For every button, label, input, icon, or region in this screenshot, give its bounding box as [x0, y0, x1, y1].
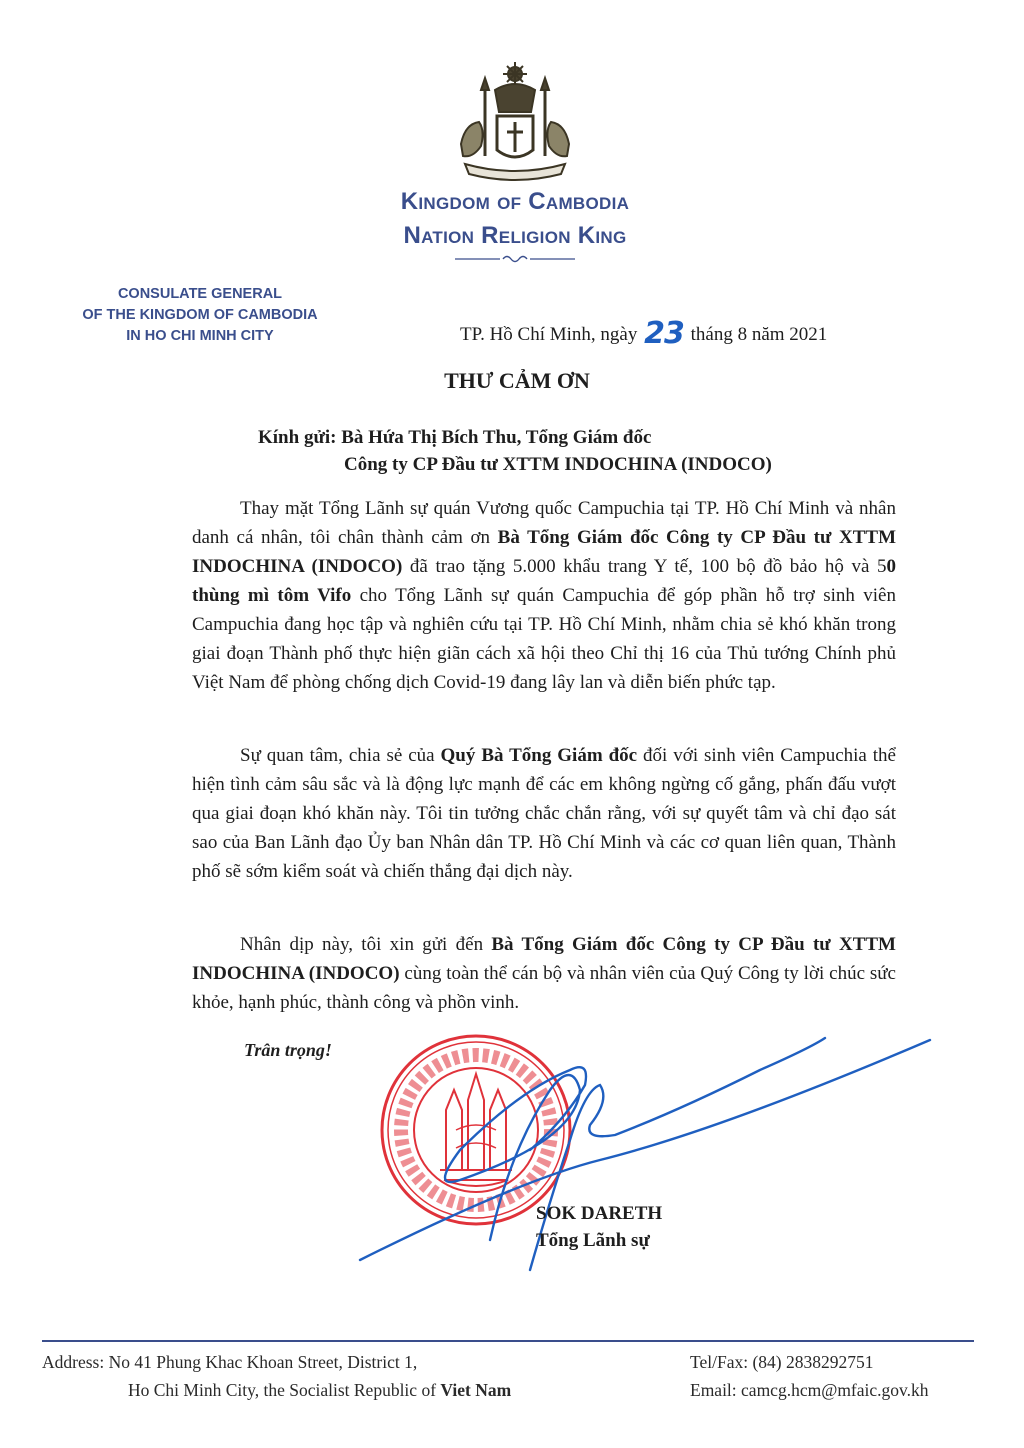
bold-text: Bà Tổng Giám đốc Công ty CP Đầu tư XTTM INDOCHINA (INDOCO) [192, 527, 896, 577]
date-prefix: TP. Hồ Chí Minh, ngày [460, 324, 638, 345]
date-day-handwritten: 23 [644, 316, 684, 351]
text: cho Tổng Lãnh sự quán Campuchia để góp phần hỗ trợ sinh viên Campuchia đang học tập và nghiên cứu tại TP. Hồ Chí Minh, nhằm chia sẻ khó khăn trong giai đoạn Thành phố thực hiện giãn cách xã hội theo Chỉ thị 16 của Thủ tướng Chính phủ Việt Nam để phòng chống dịch Covid-19 đang lây lan và diễn biến phức tạp. [192, 585, 896, 693]
text: Nhân dịp này, tôi xin gửi đến [240, 934, 492, 955]
email-link[interactable]: Email: camcg.hcm@mfaic.gov.kh [690, 1380, 929, 1400]
body-paragraph-2 [192, 741, 896, 886]
kingdom-heading: Kingdom of Cambodia [400, 188, 630, 215]
date-suffix: tháng 8 năm 2021 [690, 324, 828, 345]
ornament-divider-icon [455, 254, 575, 264]
bold-text: Bà Tổng Giám đốc Công ty CP Đầu tư XTTM INDOCHINA (INDOCO) [192, 934, 896, 984]
letter-title: THƯ CẢM ƠN [444, 368, 590, 393]
recipient-line1: Kính gửi: Bà Hứa Thị Bích Thu, Tổng Giám đốc [258, 427, 652, 448]
signatory-position: Tổng Lãnh sự [536, 1230, 650, 1251]
text: Sự quan tâm, chia sẻ của [240, 745, 441, 766]
footer-contact [690, 1348, 929, 1404]
consulate-line2: OF THE KINGDOM OF CAMBODIA [82, 307, 318, 323]
bold-text: Viet Nam [440, 1380, 512, 1400]
bold-text: Quý Bà Tổng Giám đốc [440, 745, 638, 766]
text: Thay mặt Tổng Lãnh sự quán Vương quốc Campuchia tại TP. Hồ Chí Minh và nhân danh cá nhân, tôi chân thành cảm ơn [192, 498, 896, 548]
recipient-line2: Công ty CP Đầu tư XTTM INDOCHINA (INDOCO) [344, 454, 772, 475]
footer-divider [42, 1340, 974, 1342]
date-line [460, 316, 827, 351]
signatory-name: SOK DARETH [536, 1203, 663, 1224]
text: Ho Chi Minh City, the Socialist Republic of [128, 1380, 441, 1400]
consulate-line1: CONSULATE GENERAL [117, 286, 283, 302]
address-line2 [42, 1376, 511, 1404]
text: đã trao tặng 5.000 khẩu trang Y tế, 100 bộ đồ bảo hộ và 5 [402, 556, 887, 577]
body-paragraph-1 [192, 494, 896, 697]
recipient-block [258, 424, 772, 478]
text: đối với sinh viên Campuchia thể hiện tình cảm sâu sắc và là động lực mạnh để các em không ngừng cố gắng, phấn đấu vượt qua giai đoạn khó khăn này. Tôi tin tưởng chắc chắn rằng, với sự quyết tâm và chỉ đạo sát sao của Ban Lãnh đạo Ủy ban Nhân dân TP. Hồ Chí Minh và các cơ quan liên quan, Thành phố sẽ sớm kiểm soát và chiến thắng đại dịch này. [192, 745, 896, 882]
address-line1: Address: No 41 Phung Khac Khoan Street, District 1, [42, 1352, 418, 1372]
bold-text: 0 thùng mì tôm Vifo [192, 556, 896, 606]
body-paragraph-3 [192, 930, 896, 1017]
consulate-line3: IN HO CHI MINH CITY [126, 328, 274, 344]
signatory-block [536, 1200, 662, 1254]
text: cùng toàn thể cán bộ và nhân viên của Quý Công ty lời chúc sức khỏe, hạnh phúc, thành công và phồn vinh. [192, 963, 896, 1013]
consulate-name [40, 284, 360, 347]
closing-salutation: Trân trọng! [244, 1040, 332, 1060]
telfax: Tel/Fax: (84) 2838292751 [690, 1352, 874, 1372]
royal-coat-of-arms-icon [455, 60, 575, 192]
motto-heading: Nation Religion King [403, 222, 627, 249]
footer-address [42, 1348, 511, 1404]
